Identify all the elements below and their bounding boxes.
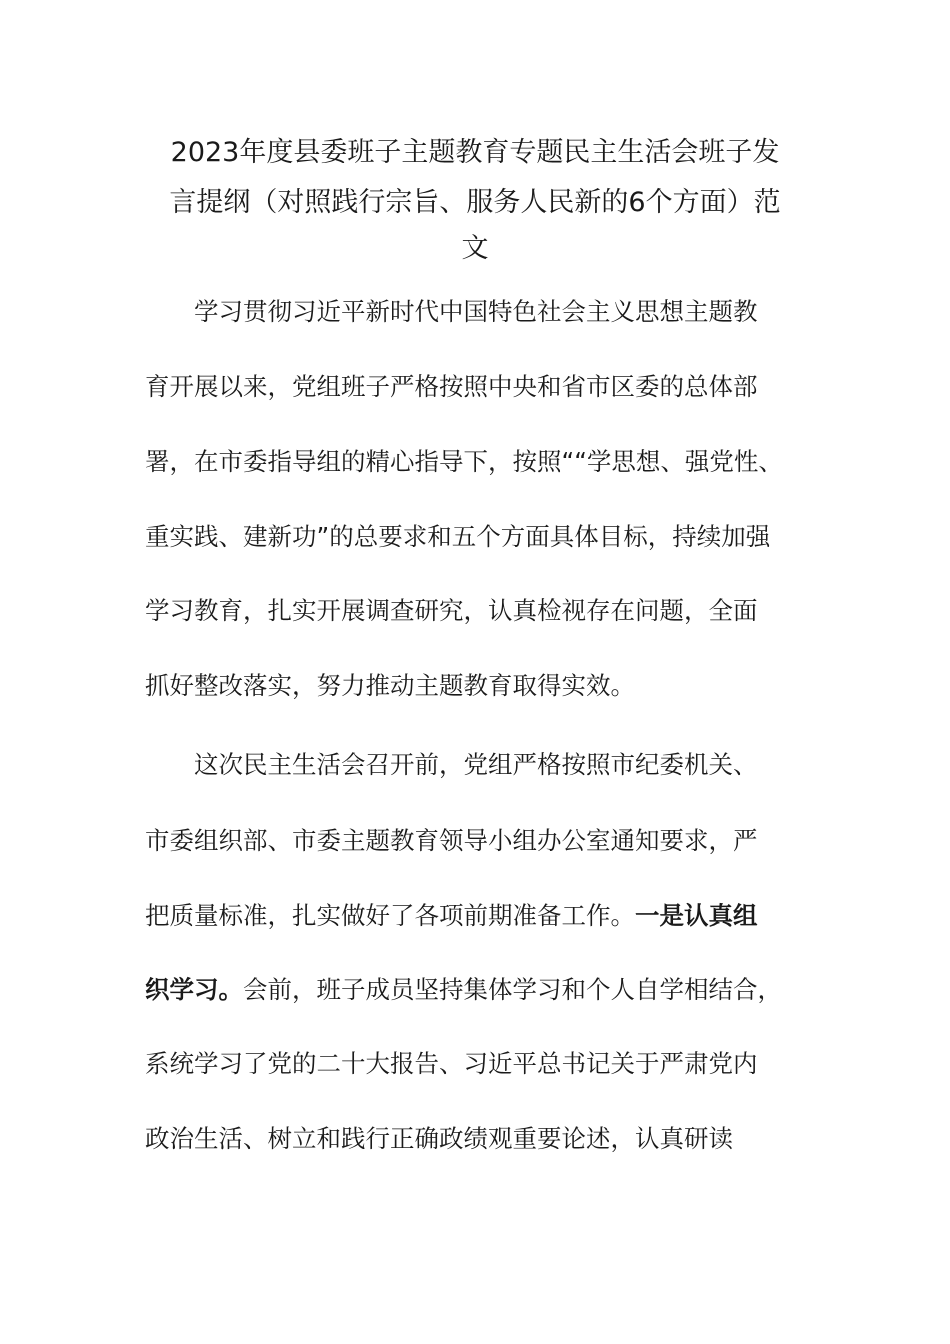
paragraph-1-line-4: 重实践、建新功”的总要求和五个方面具体目标，持续加强 — [145, 522, 771, 551]
paragraph-1-line-3: 署，在市委指导组的精心指导下，按照““学思想、强党性、 — [145, 447, 783, 476]
paragraph-2-line-3 — [145, 898, 835, 934]
paragraph-1-line-6: 抓好整改落实，努力推动主题教育取得实效。 — [145, 671, 635, 700]
document-title-line-2: 言提纲（对照践行宗旨、服务人民新的6个方面）范 — [169, 187, 781, 218]
paragraph-2-line-3-bold: 一是认真组 — [635, 901, 758, 930]
document-title-line-3: 文 — [461, 233, 489, 264]
paragraph-2-line-4-text: 会前，班子成员坚持集体学习和个人自学相结合， — [243, 975, 782, 1004]
paragraph-2-line-6: 政治生活、树立和践行正确政绩观重要论述，认真研读 — [145, 1124, 733, 1153]
paragraph-1-line-5: 学习教育，扎实开展调查研究，认真检视存在问题，全面 — [145, 596, 758, 625]
paragraph-2-line-2: 市委组织部、市委主题教育领导小组办公室通知要求，严 — [145, 826, 758, 855]
paragraph-2-line-4 — [145, 972, 835, 1008]
paragraph-2-line-1: 这次民主生活会召开前，党组严格按照市纪委机关、 — [194, 750, 758, 779]
paragraph-2-line-5: 系统学习了党的二十大报告、习近平总书记关于严肃党内 — [145, 1049, 758, 1078]
paragraph-1-line-1: 学习贯彻习近平新时代中国特色社会主义思想主题教 — [194, 297, 758, 326]
document-title-line-1: 2023年度县委班子主题教育专题民主生活会班子发 — [170, 137, 780, 168]
paragraph-1-line-2: 育开展以来，党组班子严格按照中央和省市区委的总体部 — [145, 372, 758, 401]
paragraph-2-line-4-bold: 织学习。 — [145, 975, 243, 1004]
paragraph-2-line-3-text: 把质量标准，扎实做好了各项前期准备工作。 — [145, 901, 635, 930]
